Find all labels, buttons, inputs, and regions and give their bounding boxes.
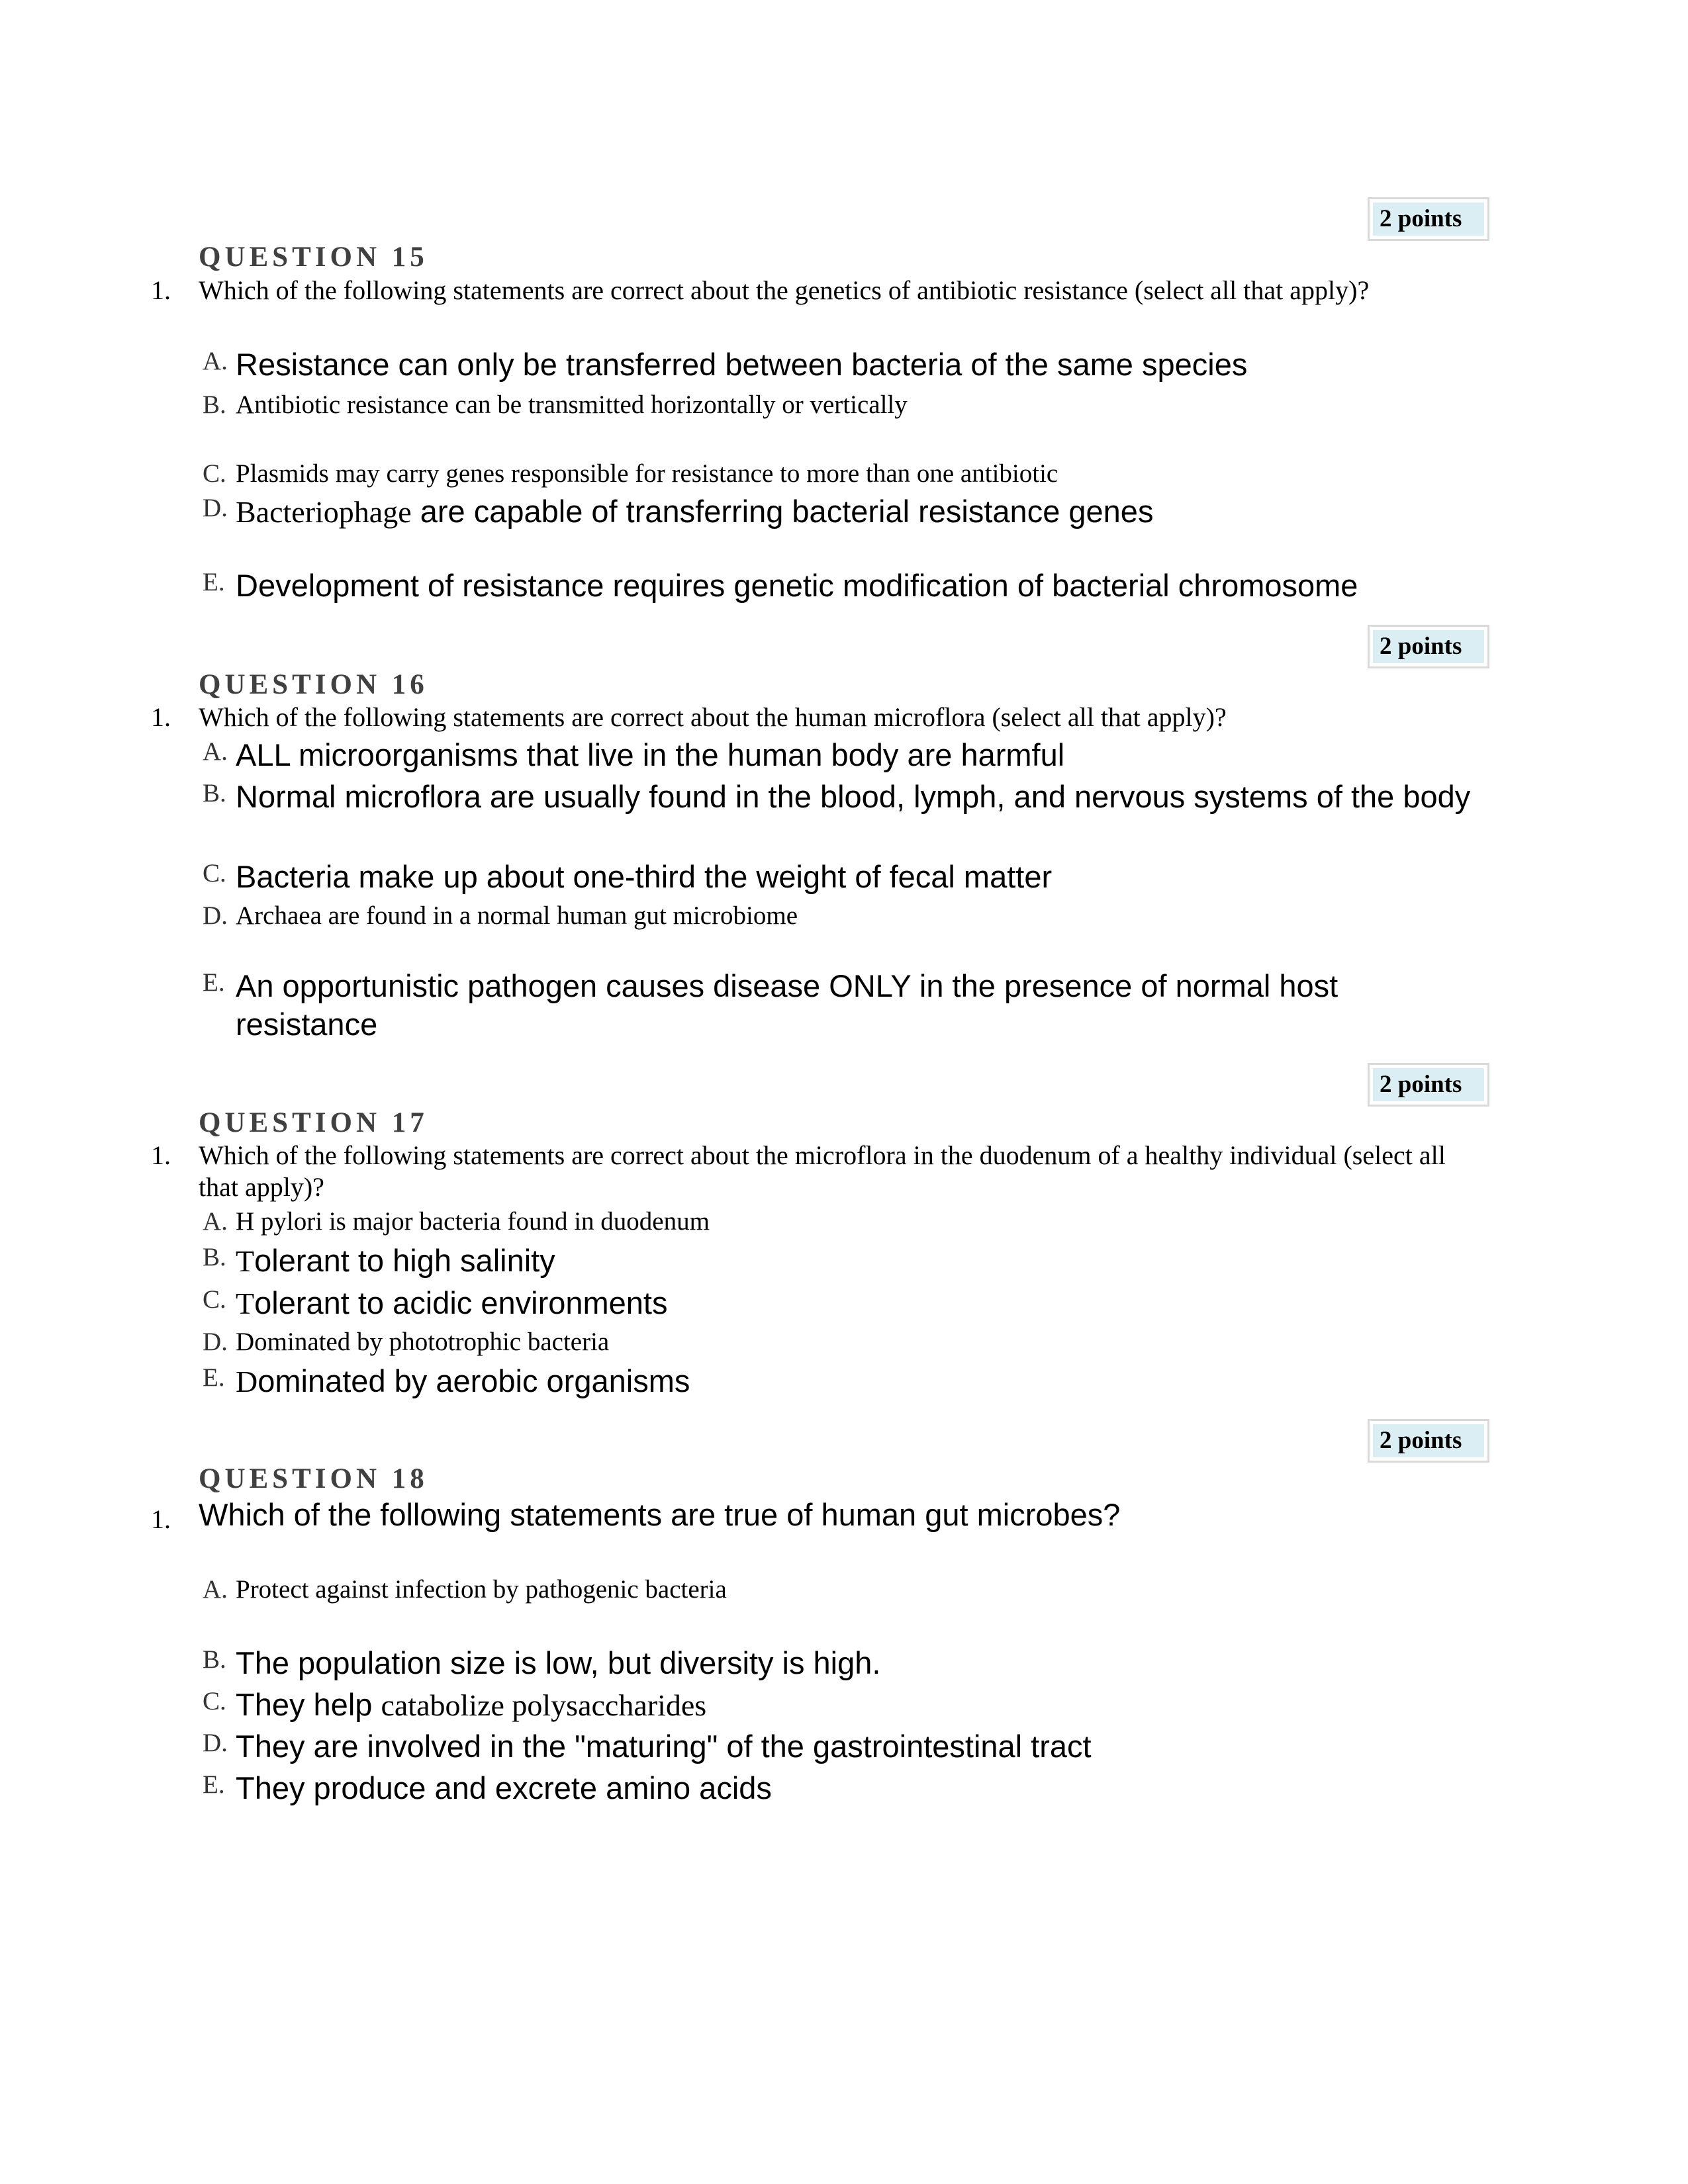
option-letter: A. [203, 1575, 228, 1604]
option-letter: E. [203, 1363, 225, 1392]
option-text: ALL microorganisms that live in the human body are harmful [236, 737, 1065, 772]
option-text: An opportunistic pathogen causes disease ONLY in the presence of normal host resistance [236, 968, 1338, 1042]
option-letter: D. [203, 494, 228, 522]
option-text: Normal microflora are usually found in the blood, lymph, and nervous systems of the body [236, 779, 1471, 814]
option-text: Plasmids may carry genes responsible for resistance to more than one antibiotic [236, 459, 1058, 488]
question-title: QUESTION 15 [199, 242, 428, 273]
points-badge [1368, 625, 1489, 668]
option-letter: C. [203, 1285, 226, 1314]
option-letter: B. [203, 390, 226, 419]
points-label: 2 points [1373, 1068, 1484, 1101]
option-text: Bacteria make up about one-third the weight of fecal matter [236, 859, 1053, 894]
points-label: 2 points [1373, 630, 1484, 663]
option-letter: A. [203, 737, 228, 766]
option-letter: D. [203, 1328, 228, 1356]
option-letter: E. [203, 568, 225, 596]
option-a[interactable] [203, 345, 1487, 384]
option-c[interactable] [203, 1686, 1487, 1725]
option-c[interactable] [203, 458, 1487, 490]
option-letter: B. [203, 779, 226, 807]
option-a[interactable] [203, 1206, 1487, 1238]
option-a[interactable] [203, 736, 1487, 774]
option-letter: E. [203, 968, 225, 997]
option-b[interactable] [203, 389, 1487, 421]
option-text: They produce and excrete amino acids [236, 1770, 772, 1805]
option-d[interactable] [203, 1727, 1487, 1766]
points-badge [1368, 1419, 1489, 1463]
option-letter: A. [203, 1207, 228, 1236]
option-letter: C. [203, 459, 226, 488]
option-a[interactable] [203, 1574, 1487, 1606]
question-number: 1. [151, 702, 171, 732]
option-c[interactable] [203, 1284, 1487, 1323]
question-title: QUESTION 18 [199, 1463, 428, 1494]
option-e[interactable] [203, 567, 1487, 605]
option-text: Antibiotic resistance can be transmitted horizontally or vertically [236, 390, 908, 419]
option-letter: D. [203, 901, 228, 930]
option-text: Bacteriophage are capable of transferring bacterial resistance genes [236, 494, 1154, 529]
option-e[interactable] [203, 1362, 1487, 1401]
points-label: 2 points [1373, 203, 1484, 236]
option-text: Dominated by aerobic organisms [236, 1363, 690, 1398]
option-letter: D. [203, 1729, 228, 1757]
option-letter: C. [203, 859, 226, 887]
option-text: Tolerant to high salinity [236, 1243, 555, 1278]
option-text: Development of resistance requires genetic modification of bacterial chromosome [236, 568, 1358, 603]
points-badge [1368, 1063, 1489, 1107]
option-text: Archaea are found in a normal human gut microbiome [236, 901, 798, 930]
option-c[interactable] [203, 858, 1487, 896]
points-badge [1368, 197, 1489, 241]
option-text: Protect against infection by pathogenic bacteria [236, 1575, 727, 1604]
question-text: Which of the following statements are correct about the human microflora (select all that apply)? [199, 702, 1227, 732]
option-b[interactable] [203, 1242, 1487, 1281]
option-text: H pylori is major bacteria found in duodenum [236, 1207, 710, 1236]
option-text: They are involved in the "maturing" of the gastrointestinal tract [236, 1729, 1092, 1764]
question-text: Which of the following statements are correct about the genetics of antibiotic resistance (select all that apply)? [199, 275, 1370, 305]
option-e[interactable] [203, 967, 1487, 1044]
question-title: QUESTION 16 [199, 669, 428, 700]
question-number: 1. [151, 1504, 171, 1534]
points-label: 2 points [1373, 1424, 1484, 1457]
question-title: QUESTION 17 [199, 1107, 428, 1138]
question-text: Which of the following statements are true of human gut microbes? [199, 1497, 1121, 1532]
question-number: 1. [151, 1140, 171, 1170]
option-text: They help catabolize polysaccharides [236, 1687, 707, 1722]
option-b[interactable] [203, 1644, 1487, 1682]
option-d[interactable] [203, 900, 1487, 932]
option-letter: B. [203, 1645, 226, 1674]
question-text: Which of the following statements are correct about the microflora in the duodenum of a healthy individual (select all that apply)? [199, 1140, 1446, 1202]
option-e[interactable] [203, 1769, 1487, 1807]
option-text: Resistance can only be transferred between bacteria of the same species [236, 347, 1248, 382]
option-text: Dominated by phototrophic bacteria [236, 1328, 610, 1356]
option-text: The population size is low, but diversity is high. [236, 1645, 881, 1680]
option-letter: A. [203, 347, 228, 375]
option-letter: C. [203, 1687, 226, 1715]
question-number: 1. [151, 275, 171, 305]
option-d[interactable] [203, 1326, 1487, 1358]
option-d[interactable] [203, 492, 1487, 531]
option-letter: B. [203, 1243, 226, 1271]
option-letter: E. [203, 1770, 225, 1799]
option-text: Tolerant to acidic environments [236, 1285, 668, 1320]
option-b[interactable] [203, 778, 1487, 816]
